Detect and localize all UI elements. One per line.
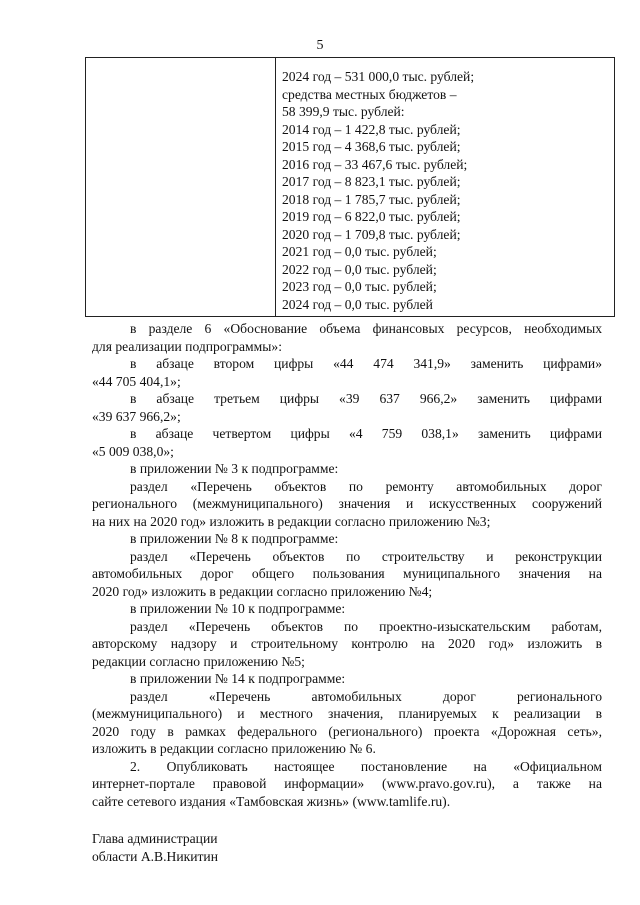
table-line: 2022 год – 0,0 тыс. рублей; — [282, 261, 437, 277]
signature-block — [92, 830, 218, 865]
table-line: 2016 год – 33 467,6 тыс. рублей; — [282, 156, 468, 172]
paragraph-line: на них на 2020 год» изложить в редакции согласно приложению №3; — [92, 513, 491, 529]
paragraph-line: регионального (межмуниципального) значения и искусственных сооружений — [92, 496, 602, 511]
paragraph-line: в абзаце четвертом цифры «4 759 038,1» заменить цифрами — [130, 426, 602, 441]
table-line: 2024 год – 0,0 тыс. рублей — [282, 296, 433, 312]
table-line: 2020 год – 1 709,8 тыс. рублей; — [282, 226, 461, 242]
table-column-divider — [275, 58, 276, 316]
paragraph-line: «44 705 404,1»; — [92, 373, 181, 389]
table-line: средства местных бюджетов – — [282, 86, 457, 102]
paragraph-line: раздел «Перечень объектов по строительству и реконструкции — [130, 548, 602, 564]
signature-name: области А.В.Никитин — [92, 848, 218, 864]
table-line: 2023 год – 0,0 тыс. рублей; — [282, 279, 437, 294]
paragraph-line: редакции согласно приложению №5; — [92, 653, 305, 669]
paragraph-line: раздел «Перечень объектов по ремонту автомобильных дорог — [130, 478, 602, 494]
table-right-cell — [282, 68, 610, 313]
table-line: 2017 год – 8 823,1 тыс. рублей; — [282, 174, 461, 189]
table-line: 2019 год – 6 822,0 тыс. рублей; — [282, 209, 461, 224]
table-line: 2021 год – 0,0 тыс. рублей; — [282, 244, 437, 259]
paragraph-line: в приложении № 14 к подпрограмме: — [130, 671, 346, 686]
paragraph-line: 2020 год» изложить в редакции согласно приложению №4; — [92, 583, 433, 599]
paragraph-line: сайте сетевого издания «Тамбовская жизнь» (www.tamlife.ru). — [92, 793, 451, 809]
paragraph-line: в приложении № 10 к подпрограмме: — [130, 601, 346, 616]
paragraph-line: изложить в редакции согласно приложению № 6. — [92, 741, 376, 756]
table-line: 2015 год – 4 368,6 тыс. рублей; — [282, 139, 461, 154]
table-line: 2024 год – 531 000,0 тыс. рублей; — [282, 69, 475, 84]
paragraph-line: интернет-портале правовой информации» (www.pravo.gov.ru), а также на — [92, 776, 602, 791]
paragraph-line: «39 637 966,2»; — [92, 408, 181, 424]
paragraph-line: 2020 году в рамках федерального (регионального) проекта «Дорожная сеть», — [92, 723, 602, 739]
paragraph-line: раздел «Перечень автомобильных дорог регионального — [130, 688, 602, 704]
paragraph-line: «5 009 038,0»; — [92, 443, 174, 459]
paragraph-line: в абзаце втором цифры «44 474 341,9» заменить цифрами» — [130, 356, 602, 371]
document-body — [92, 320, 602, 810]
table-line: 58 399,9 тыс. рублей: — [282, 104, 405, 119]
page-number: 5 — [316, 38, 324, 53]
paragraph-line: для реализации подпрограммы»: — [92, 338, 282, 354]
table-line: 2018 год – 1 785,7 тыс. рублей; — [282, 191, 461, 207]
paragraph-line: в разделе 6 «Обоснование объема финансовых ресурсов, необходимых — [130, 321, 602, 336]
paragraph-line: в приложении № 3 к подпрограмме: — [130, 461, 339, 476]
signature-title: Глава администрации — [92, 831, 218, 846]
paragraph-line: 2. Опубликовать настоящее постановление на «Официальном — [130, 758, 602, 774]
paragraph-line: (межмуниципального) и местного значения, планируемых к реализации в — [92, 706, 602, 721]
table-line: 2014 год – 1 422,8 тыс. рублей; — [282, 121, 461, 137]
paragraph-line: авторскому надзору и строительному контролю на 2020 год» изложить в — [92, 636, 602, 651]
paragraph-line: раздел «Перечень объектов по проектно-изыскательским работам, — [130, 618, 602, 634]
paragraph-line: в приложении № 8 к подпрограмме: — [130, 531, 339, 546]
paragraph-line: в абзаце третьем цифры «39 637 966,2» заменить цифрами — [130, 391, 602, 406]
funding-table — [85, 57, 615, 317]
paragraph-line: автомобильных дорог общего пользования муниципального значения на — [92, 566, 602, 581]
